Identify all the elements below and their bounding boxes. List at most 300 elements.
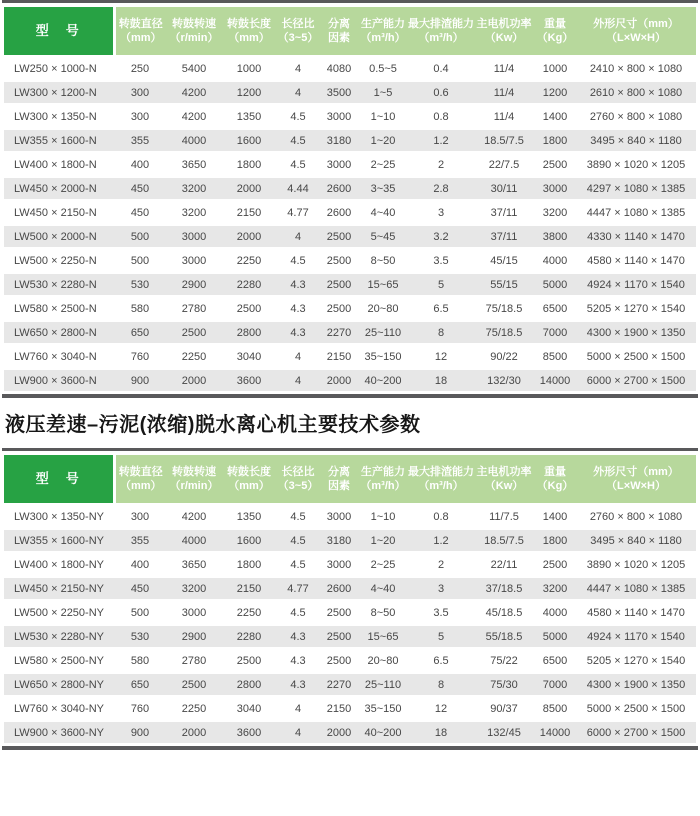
- model-cell: LW900 × 3600-N: [4, 369, 114, 393]
- table-row: [4, 649, 696, 673]
- column-header: 转鼓转速 （r/min）: [166, 7, 222, 57]
- value-cell: 4330 × 1140 × 1470: [576, 225, 696, 249]
- value-cell: 8500: [534, 345, 576, 369]
- value-cell: 3650: [166, 153, 222, 177]
- value-cell: 3890 × 1020 × 1205: [576, 553, 696, 577]
- model-cell: LW580 × 2500-N: [4, 297, 114, 321]
- value-cell: 3600: [222, 369, 276, 393]
- value-cell: 11/4: [474, 81, 534, 105]
- value-cell: 4.3: [276, 625, 320, 649]
- model-cell: LW250 × 1000-N: [4, 57, 114, 81]
- model-cell: LW580 × 2500-NY: [4, 649, 114, 673]
- table-row: [4, 697, 696, 721]
- value-cell: 2900: [166, 273, 222, 297]
- value-cell: 4.5: [276, 553, 320, 577]
- table-row: [4, 505, 696, 529]
- column-header: 外形尺寸（mm） （L×W×H）: [576, 455, 696, 505]
- value-cell: 8: [408, 321, 474, 345]
- value-cell: 400: [114, 153, 166, 177]
- value-cell: 2500: [320, 625, 358, 649]
- value-cell: 450: [114, 577, 166, 601]
- table-row: [4, 129, 696, 153]
- value-cell: 4.3: [276, 273, 320, 297]
- value-cell: 2610 × 800 × 1080: [576, 81, 696, 105]
- value-cell: 1600: [222, 529, 276, 553]
- value-cell: 4.3: [276, 649, 320, 673]
- value-cell: 2250: [222, 601, 276, 625]
- value-cell: 6.5: [408, 649, 474, 673]
- table-row: [4, 177, 696, 201]
- value-cell: 4.5: [276, 129, 320, 153]
- value-cell: 4000: [166, 529, 222, 553]
- value-cell: 300: [114, 505, 166, 529]
- value-cell: 2150: [222, 201, 276, 225]
- value-cell: 3200: [534, 577, 576, 601]
- value-cell: 18: [408, 721, 474, 745]
- value-cell: 132/30: [474, 369, 534, 393]
- value-cell: 2250: [166, 345, 222, 369]
- value-cell: 2280: [222, 625, 276, 649]
- column-header: 生产能力 （m³/h）: [358, 455, 408, 505]
- value-cell: 2: [408, 153, 474, 177]
- value-cell: 7000: [534, 321, 576, 345]
- model-cell: LW900 × 3600-NY: [4, 721, 114, 745]
- value-cell: 400: [114, 553, 166, 577]
- value-cell: 2000: [320, 369, 358, 393]
- value-cell: 0.8: [408, 505, 474, 529]
- value-cell: 2500: [534, 553, 576, 577]
- table-row: [4, 153, 696, 177]
- value-cell: 3200: [166, 201, 222, 225]
- value-cell: 30/11: [474, 177, 534, 201]
- value-cell: 4.3: [276, 673, 320, 697]
- value-cell: 90/37: [474, 697, 534, 721]
- value-cell: 0.5~5: [358, 57, 408, 81]
- value-cell: 6500: [534, 649, 576, 673]
- value-cell: 2250: [166, 697, 222, 721]
- value-cell: 0.4: [408, 57, 474, 81]
- value-cell: 6000 × 2700 × 1500: [576, 369, 696, 393]
- value-cell: 3000: [534, 177, 576, 201]
- value-cell: 3650: [166, 553, 222, 577]
- value-cell: 2760 × 800 × 1080: [576, 105, 696, 129]
- value-cell: 8: [408, 673, 474, 697]
- value-cell: 4.77: [276, 577, 320, 601]
- value-cell: 3040: [222, 697, 276, 721]
- table-header-row: [4, 455, 696, 505]
- table-row: [4, 345, 696, 369]
- value-cell: 40~200: [358, 721, 408, 745]
- value-cell: 25~110: [358, 321, 408, 345]
- model-cell: LW450 × 2150-N: [4, 201, 114, 225]
- value-cell: 2800: [222, 673, 276, 697]
- table-row: [4, 553, 696, 577]
- value-cell: 1~20: [358, 529, 408, 553]
- value-cell: 3000: [166, 601, 222, 625]
- model-column-header: 型 号: [4, 455, 114, 505]
- value-cell: 2780: [166, 297, 222, 321]
- value-cell: 20~80: [358, 649, 408, 673]
- value-cell: 4924 × 1170 × 1540: [576, 625, 696, 649]
- model-cell: LW500 × 2000-N: [4, 225, 114, 249]
- value-cell: 2500: [166, 321, 222, 345]
- value-cell: 2500: [222, 649, 276, 673]
- table-row: [4, 81, 696, 105]
- model-cell: LW500 × 2250-NY: [4, 601, 114, 625]
- value-cell: 75/22: [474, 649, 534, 673]
- value-cell: 4: [276, 369, 320, 393]
- table-bottom-rule: [2, 746, 698, 750]
- column-header: 转鼓转速 （r/min）: [166, 455, 222, 505]
- value-cell: 500: [114, 601, 166, 625]
- value-cell: 2900: [166, 625, 222, 649]
- value-cell: 45/18.5: [474, 601, 534, 625]
- value-cell: 2500: [222, 297, 276, 321]
- value-cell: 3.5: [408, 249, 474, 273]
- column-header: 最大排渣能力 （m³/h）: [408, 455, 474, 505]
- value-cell: 1800: [222, 153, 276, 177]
- model-cell: LW650 × 2800-N: [4, 321, 114, 345]
- value-cell: 3000: [320, 505, 358, 529]
- value-cell: 4.5: [276, 153, 320, 177]
- value-cell: 2150: [222, 577, 276, 601]
- value-cell: 3495 × 840 × 1180: [576, 529, 696, 553]
- model-cell: LW500 × 2250-N: [4, 249, 114, 273]
- value-cell: 20~80: [358, 297, 408, 321]
- value-cell: 2500: [320, 273, 358, 297]
- value-cell: 4.5: [276, 529, 320, 553]
- value-cell: 90/22: [474, 345, 534, 369]
- table-row: [4, 321, 696, 345]
- value-cell: 1.2: [408, 529, 474, 553]
- value-cell: 3040: [222, 345, 276, 369]
- table-header-row: [4, 7, 696, 57]
- value-cell: 8~50: [358, 601, 408, 625]
- value-cell: 3000: [320, 153, 358, 177]
- value-cell: 1400: [534, 105, 576, 129]
- value-cell: 4~40: [358, 201, 408, 225]
- value-cell: 3: [408, 577, 474, 601]
- value-cell: 55/18.5: [474, 625, 534, 649]
- column-header: 转鼓直径 （mm）: [114, 455, 166, 505]
- value-cell: 2600: [320, 177, 358, 201]
- value-cell: 3.5: [408, 601, 474, 625]
- value-cell: 1000: [534, 57, 576, 81]
- value-cell: 18.5/7.5: [474, 129, 534, 153]
- value-cell: 4~40: [358, 577, 408, 601]
- table-row: [4, 625, 696, 649]
- value-cell: 4: [276, 81, 320, 105]
- table-row: [4, 249, 696, 273]
- value-cell: 4.44: [276, 177, 320, 201]
- value-cell: 3000: [166, 225, 222, 249]
- value-cell: 2800: [222, 321, 276, 345]
- table-row: [4, 297, 696, 321]
- value-cell: 760: [114, 697, 166, 721]
- value-cell: 4.5: [276, 505, 320, 529]
- column-header: 转鼓长度 （mm）: [222, 7, 276, 57]
- value-cell: 14000: [534, 369, 576, 393]
- value-cell: 3200: [534, 201, 576, 225]
- value-cell: 2780: [166, 649, 222, 673]
- column-header: 长径比 （3~5）: [276, 7, 320, 57]
- value-cell: 450: [114, 201, 166, 225]
- value-cell: 1350: [222, 105, 276, 129]
- value-cell: 3~35: [358, 177, 408, 201]
- model-column-header: 型 号: [4, 7, 114, 57]
- model-cell: LW300 × 1200-N: [4, 81, 114, 105]
- value-cell: 3500: [320, 81, 358, 105]
- value-cell: 5: [408, 273, 474, 297]
- value-cell: 4080: [320, 57, 358, 81]
- value-cell: 5205 × 1270 × 1540: [576, 297, 696, 321]
- value-cell: 75/30: [474, 673, 534, 697]
- value-cell: 2600: [320, 577, 358, 601]
- value-cell: 2000: [320, 721, 358, 745]
- value-cell: 6.5: [408, 297, 474, 321]
- value-cell: 580: [114, 649, 166, 673]
- value-cell: 11/4: [474, 105, 534, 129]
- model-cell: LW530 × 2280-N: [4, 273, 114, 297]
- section-title: 液压差速–污泥(浓缩)脱水离心机主要技术参数: [5, 414, 421, 436]
- value-cell: 5000: [534, 625, 576, 649]
- value-cell: 2250: [222, 249, 276, 273]
- value-cell: 4924 × 1170 × 1540: [576, 273, 696, 297]
- model-cell: LW530 × 2280-NY: [4, 625, 114, 649]
- value-cell: 650: [114, 673, 166, 697]
- ny-series-spec-table: [4, 455, 696, 746]
- value-cell: 2270: [320, 321, 358, 345]
- model-cell: LW450 × 2150-NY: [4, 577, 114, 601]
- value-cell: 300: [114, 105, 166, 129]
- value-cell: 2500: [320, 649, 358, 673]
- value-cell: 1~5: [358, 81, 408, 105]
- value-cell: 2410 × 800 × 1080: [576, 57, 696, 81]
- value-cell: 1200: [534, 81, 576, 105]
- value-cell: 5~45: [358, 225, 408, 249]
- value-cell: 900: [114, 369, 166, 393]
- value-cell: 6000 × 2700 × 1500: [576, 721, 696, 745]
- model-cell: LW760 × 3040-N: [4, 345, 114, 369]
- value-cell: 1350: [222, 505, 276, 529]
- table-row: [4, 721, 696, 745]
- value-cell: 3890 × 1020 × 1205: [576, 153, 696, 177]
- column-header: 转鼓长度 （mm）: [222, 455, 276, 505]
- value-cell: 355: [114, 129, 166, 153]
- value-cell: 3000: [166, 249, 222, 273]
- value-cell: 15~65: [358, 625, 408, 649]
- column-header: 重量 （Kg）: [534, 7, 576, 57]
- value-cell: 2150: [320, 345, 358, 369]
- value-cell: 45/15: [474, 249, 534, 273]
- value-cell: 5: [408, 625, 474, 649]
- value-cell: 4.3: [276, 297, 320, 321]
- value-cell: 1800: [222, 553, 276, 577]
- value-cell: 0.6: [408, 81, 474, 105]
- value-cell: 37/11: [474, 201, 534, 225]
- value-cell: 2500: [320, 601, 358, 625]
- value-cell: 4.5: [276, 601, 320, 625]
- value-cell: 6500: [534, 297, 576, 321]
- model-cell: LW355 × 1600-N: [4, 129, 114, 153]
- value-cell: 18: [408, 369, 474, 393]
- value-cell: 900: [114, 721, 166, 745]
- table-row: [4, 369, 696, 393]
- value-cell: 4.5: [276, 105, 320, 129]
- value-cell: 37/11: [474, 225, 534, 249]
- value-cell: 2.8: [408, 177, 474, 201]
- value-cell: 3200: [166, 177, 222, 201]
- value-cell: 3.2: [408, 225, 474, 249]
- model-cell: LW650 × 2800-NY: [4, 673, 114, 697]
- value-cell: 5000 × 2500 × 1500: [576, 697, 696, 721]
- value-cell: 1~20: [358, 129, 408, 153]
- column-header: 主电机功率 （Kw）: [474, 7, 534, 57]
- value-cell: 1000: [222, 57, 276, 81]
- value-cell: 25~110: [358, 673, 408, 697]
- value-cell: 1800: [534, 129, 576, 153]
- value-cell: 4000: [166, 129, 222, 153]
- value-cell: 530: [114, 273, 166, 297]
- value-cell: 4300 × 1900 × 1350: [576, 673, 696, 697]
- column-header: 分离 因素: [320, 7, 358, 57]
- value-cell: 4580 × 1140 × 1470: [576, 249, 696, 273]
- value-cell: 75/18.5: [474, 297, 534, 321]
- n-series-spec-table: [4, 7, 696, 394]
- value-cell: 35~150: [358, 345, 408, 369]
- value-cell: 2000: [222, 177, 276, 201]
- value-cell: 2~25: [358, 153, 408, 177]
- table-top-rule: [2, 448, 698, 451]
- value-cell: 2: [408, 553, 474, 577]
- value-cell: 4.3: [276, 321, 320, 345]
- value-cell: 35~150: [358, 697, 408, 721]
- table-row: [4, 201, 696, 225]
- value-cell: 40~200: [358, 369, 408, 393]
- value-cell: 5205 × 1270 × 1540: [576, 649, 696, 673]
- value-cell: 4200: [166, 505, 222, 529]
- value-cell: 18.5/7.5: [474, 529, 534, 553]
- column-header: 长径比 （3~5）: [276, 455, 320, 505]
- value-cell: 14000: [534, 721, 576, 745]
- value-cell: 1600: [222, 129, 276, 153]
- value-cell: 12: [408, 697, 474, 721]
- value-cell: 1~10: [358, 505, 408, 529]
- value-cell: 2500: [320, 249, 358, 273]
- table-row: [4, 601, 696, 625]
- value-cell: 300: [114, 81, 166, 105]
- table-row: [4, 577, 696, 601]
- value-cell: 3200: [166, 577, 222, 601]
- value-cell: 1~10: [358, 105, 408, 129]
- column-header: 最大排渣能力 （m³/h）: [408, 7, 474, 57]
- value-cell: 4300 × 1900 × 1350: [576, 321, 696, 345]
- value-cell: 3180: [320, 529, 358, 553]
- value-cell: 2280: [222, 273, 276, 297]
- value-cell: 355: [114, 529, 166, 553]
- model-cell: LW300 × 1350-NY: [4, 505, 114, 529]
- value-cell: 12: [408, 345, 474, 369]
- value-cell: 11/7.5: [474, 505, 534, 529]
- value-cell: 4200: [166, 81, 222, 105]
- value-cell: 132/45: [474, 721, 534, 745]
- value-cell: 2270: [320, 673, 358, 697]
- value-cell: 4: [276, 57, 320, 81]
- value-cell: 2500: [320, 225, 358, 249]
- value-cell: 760: [114, 345, 166, 369]
- value-cell: 2760 × 800 × 1080: [576, 505, 696, 529]
- value-cell: 3180: [320, 129, 358, 153]
- value-cell: 4200: [166, 105, 222, 129]
- value-cell: 4580 × 1140 × 1470: [576, 601, 696, 625]
- value-cell: 1800: [534, 529, 576, 553]
- value-cell: 4.77: [276, 201, 320, 225]
- table-row: [4, 273, 696, 297]
- value-cell: 500: [114, 249, 166, 273]
- value-cell: 2500: [320, 297, 358, 321]
- value-cell: 22/11: [474, 553, 534, 577]
- model-cell: LW355 × 1600-NY: [4, 529, 114, 553]
- value-cell: 2000: [222, 225, 276, 249]
- value-cell: 3: [408, 201, 474, 225]
- value-cell: 55/15: [474, 273, 534, 297]
- value-cell: 3000: [320, 553, 358, 577]
- column-header: 分离 因素: [320, 455, 358, 505]
- value-cell: 22/7.5: [474, 153, 534, 177]
- table-bottom-rule: [2, 394, 698, 398]
- value-cell: 11/4: [474, 57, 534, 81]
- value-cell: 3800: [534, 225, 576, 249]
- column-header: 主电机功率 （Kw）: [474, 455, 534, 505]
- column-header: 重量 （Kg）: [534, 455, 576, 505]
- value-cell: 7000: [534, 673, 576, 697]
- value-cell: 4.5: [276, 249, 320, 273]
- value-cell: 4: [276, 345, 320, 369]
- value-cell: 0.8: [408, 105, 474, 129]
- value-cell: 650: [114, 321, 166, 345]
- value-cell: 75/18.5: [474, 321, 534, 345]
- value-cell: 4: [276, 225, 320, 249]
- value-cell: 5000: [534, 273, 576, 297]
- value-cell: 3600: [222, 721, 276, 745]
- value-cell: 8500: [534, 697, 576, 721]
- value-cell: 2500: [534, 153, 576, 177]
- value-cell: 500: [114, 225, 166, 249]
- value-cell: 4: [276, 697, 320, 721]
- column-header: 外形尺寸（mm） （L×W×H）: [576, 7, 696, 57]
- value-cell: 4: [276, 721, 320, 745]
- column-header: 转鼓直径 （mm）: [114, 7, 166, 57]
- value-cell: 2600: [320, 201, 358, 225]
- value-cell: 2500: [166, 673, 222, 697]
- value-cell: 1.2: [408, 129, 474, 153]
- value-cell: 2150: [320, 697, 358, 721]
- model-cell: LW400 × 1800-NY: [4, 553, 114, 577]
- value-cell: 37/18.5: [474, 577, 534, 601]
- value-cell: 8~50: [358, 249, 408, 273]
- column-header: 生产能力 （m³/h）: [358, 7, 408, 57]
- table-row: [4, 673, 696, 697]
- value-cell: 250: [114, 57, 166, 81]
- value-cell: 5400: [166, 57, 222, 81]
- value-cell: 530: [114, 625, 166, 649]
- value-cell: 4447 × 1080 × 1385: [576, 201, 696, 225]
- value-cell: 1200: [222, 81, 276, 105]
- value-cell: 4447 × 1080 × 1385: [576, 577, 696, 601]
- table-top-rule: [2, 0, 698, 3]
- value-cell: 4297 × 1080 × 1385: [576, 177, 696, 201]
- table-row: [4, 529, 696, 553]
